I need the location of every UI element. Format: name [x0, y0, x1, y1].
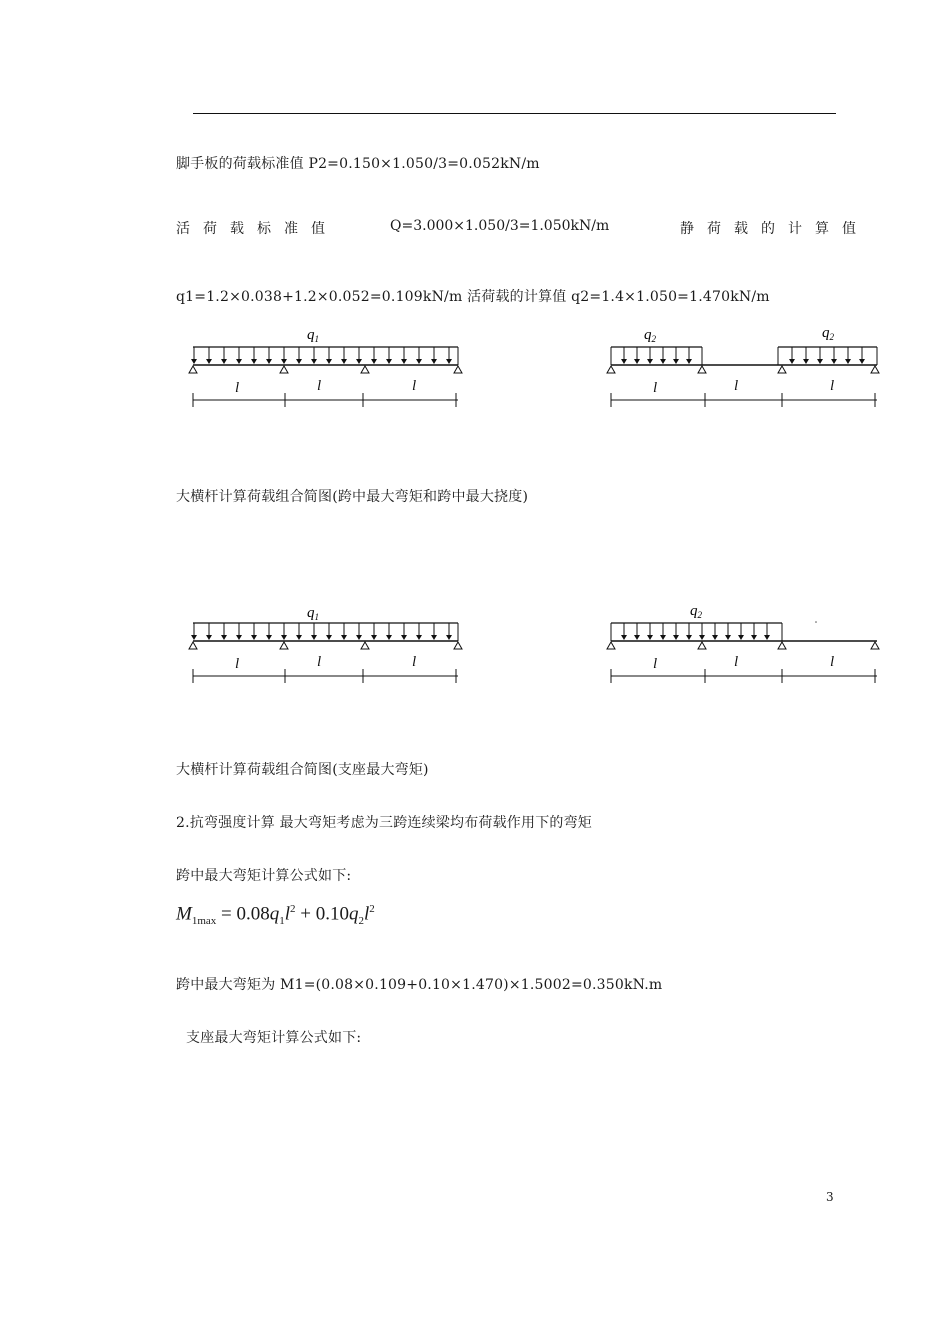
text-p2-load: 脚手板的荷载标准值 P2=0.150×1.050/3=0.052kN/m [176, 156, 540, 172]
svg-text:l: l [830, 654, 835, 670]
diagram-alternate-load [604, 320, 889, 415]
load-label-q2: $q_2$ [690, 603, 702, 620]
diagram-support-load [604, 598, 889, 693]
text-q1-q2: q1=1.2×0.038+1.2×0.052=0.109kN/m 活荷载的计算值 q2=1.4×1.050=1.470kN/m [176, 289, 770, 305]
diagram-full-load-2 [185, 598, 470, 693]
supports [189, 366, 462, 373]
svg-text:l: l [317, 378, 322, 394]
load-label-q1: $q_1$ [307, 605, 319, 622]
svg-text:l: l [235, 656, 240, 672]
svg-text:l: l [830, 378, 835, 394]
header-rule [193, 113, 836, 114]
text-midspan-result: 跨中最大弯矩为 M1=(0.08×0.109+0.10×1.470)×1.5002=0.350kN.m [176, 977, 663, 993]
svg-text:l: l [235, 380, 240, 396]
svg-text:l: l [412, 654, 417, 670]
text-live-load-line [176, 218, 869, 238]
svg-text:l: l [734, 378, 739, 394]
caption-support: 大横杆计算荷载组合简图(支座最大弯矩) [176, 762, 429, 778]
svg-text:l: l [653, 656, 658, 672]
section-bending-strength: 2.抗弯强度计算 最大弯矩考虑为三跨连续梁均布荷载作用下的弯矩 [176, 815, 593, 831]
page-number: 3 [826, 1190, 834, 1204]
label-static-load: 静荷载的计算值 [680, 221, 869, 237]
load-label-q1: $q_1$ [307, 327, 319, 344]
formula-live-load: Q=3.000×1.050/3=1.050kN/m [390, 218, 610, 234]
span-labels [235, 378, 416, 396]
text-support-formula-intro: 支座最大弯矩计算公式如下: [186, 1030, 362, 1046]
label-live-load: 活荷载标准值 [176, 221, 338, 237]
load-label-q2-right: $q_2$ [822, 325, 834, 342]
caption-midspan: 大横杆计算荷载组合简图(跨中最大弯矩和跨中最大挠度) [176, 489, 529, 505]
svg-text:l: l [317, 654, 322, 670]
diagram-full-load-1 [185, 320, 470, 415]
formula-midspan-moment: $M_{1max} = 0.08q_1l^2 + 0.10q_2l^2$ [176, 903, 375, 928]
svg-text:l: l [653, 380, 658, 396]
svg-text:l: l [734, 654, 739, 670]
load-label-q2-left: $q_2$ [644, 327, 656, 344]
svg-text:l: l [412, 378, 417, 394]
text-midspan-formula-intro: 跨中最大弯矩计算公式如下: [176, 868, 352, 884]
